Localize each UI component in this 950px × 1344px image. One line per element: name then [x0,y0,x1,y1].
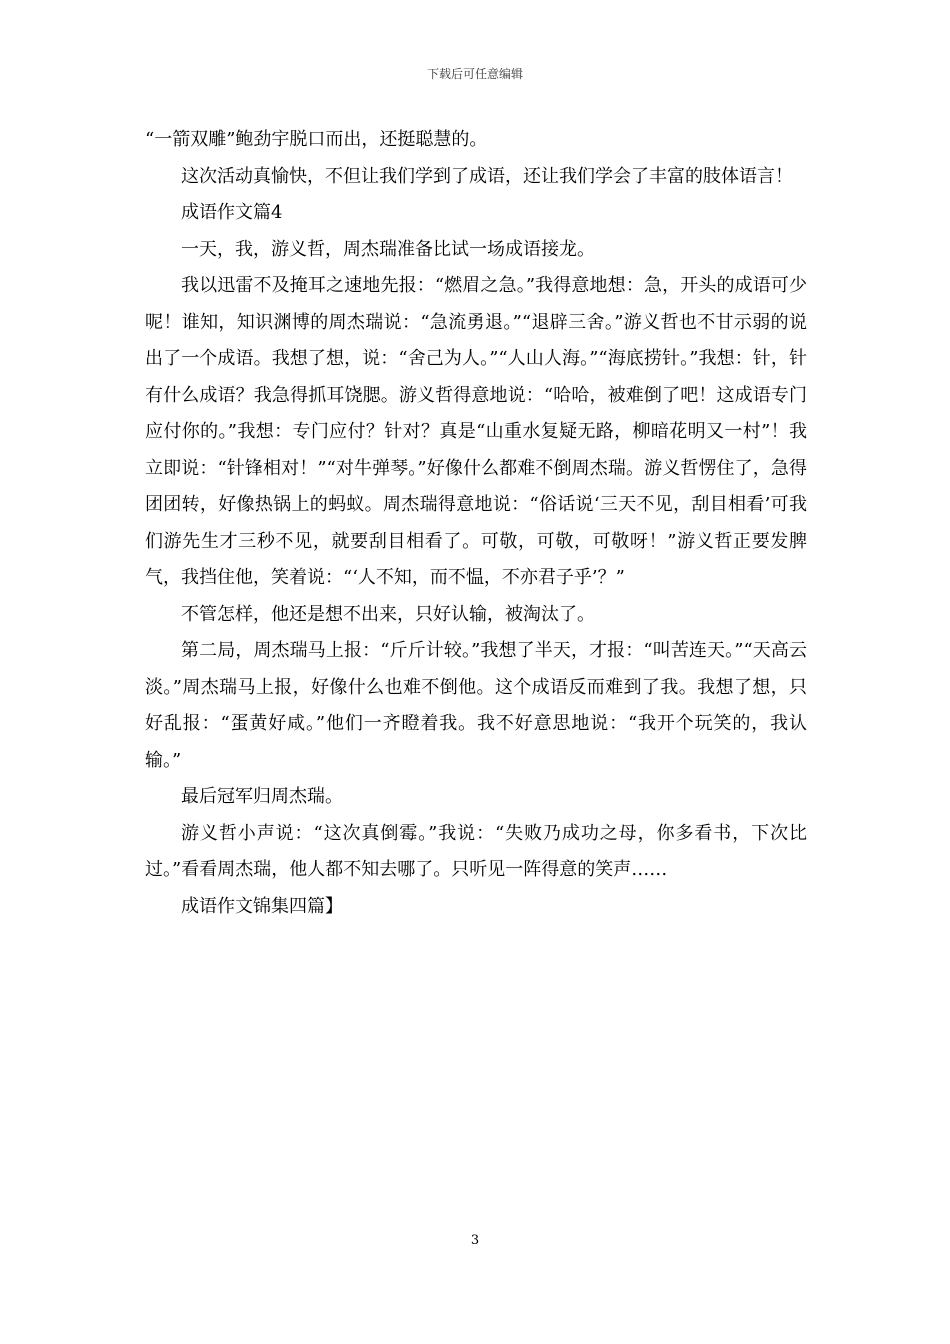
page-number: 3 [470,1233,480,1248]
paragraph-2: 这次活动真愉快，不但让我们学到了成语，还让我们学会了丰富的肢体语言！ [181,165,793,187]
section-heading: 成语作文篇4 [181,202,283,223]
paragraph-8: 游义哲小声说：“这次真倒霉。”我说：“失败乃成功之母，你多看书，下次比过。”看看周杰瑞，他人都不知去哪了。只听见一阵得意的笑声…… [145,822,807,880]
paragraph-6: 第二局，周杰瑞马上报：“斤斤计较。”我想了半天，才报：“叫苦连天。”“天高云淡。”周杰瑞马上报，好像什么也难不倒他。这个成语反而难到了我。我想了想，只好乱报：“蛋黄好咸。”他们一齐瞪着我。我不好意思地说：“我开个玩笑的，我认输。” [145,640,807,771]
paragraph-9: 成语作文锦集四篇】 [181,895,343,917]
paragraph-5: 不管怎样，他还是想不出来，只好认输，被淘汰了。 [181,603,595,625]
page-header: 下载后可任意编辑 [426,67,523,81]
document-body [145,122,807,925]
paragraph-3: 一天，我，游义哲，周杰瑞准备比试一场成语接龙。 [181,238,595,260]
paragraph-4: 我以迅雷不及掩耳之速地先报：“燃眉之急。”我得意地想：急，开头的成语可少呢！谁知，知识渊博的周杰瑞说：“急流勇退。”“退辟三舍。”游义哲也不甘示弱的说出了一个成语。我想了想，说：“舍己为人。”“人山人海。”“海底捞针。”我想：针，针有什么成语？我急得抓耳饶腮。游义哲得意地说：“哈哈，被难倒了吧！这成语专门应付你的。”我想：专门应付？针对？真是“山重水复疑无路，柳暗花明又一村”！我立即说：“针锋相对！”“对牛弹琴。”好像什么都难不倒周杰瑞。游义哲愣住了，急得团团转，好像热锅上的蚂蚁。周杰瑞得意地说：“俗话说‘三天不见，刮目相看’可我们游先生才三秒不见，就要刮目相看了。可敬，可敬，可敬呀！”游义哲正要发脾气，我挡住他，笑着说：“‘人不知，而不愠，不亦君子乎’？” [145,275,807,588]
paragraph-1: “一箭双雕”鲍劲宇脱口而出，还挺聪慧的。 [145,129,488,150]
paragraph-7: 最后冠军归周杰瑞。 [181,786,343,807]
